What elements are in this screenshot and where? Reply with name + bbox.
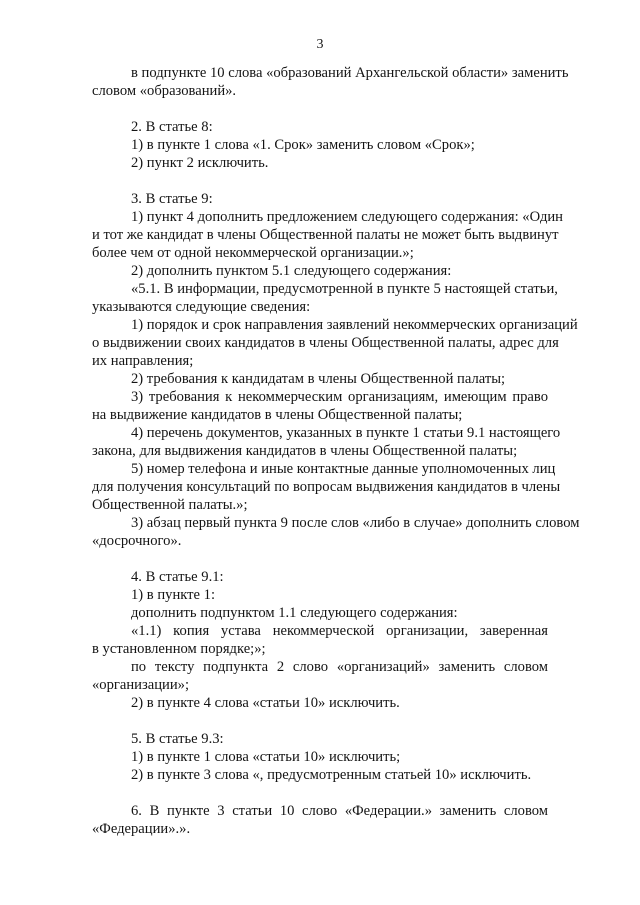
text-line: «досрочного». <box>92 533 182 549</box>
text-line: и тот же кандидат в члены Общественной палаты не может быть выдвинут <box>92 227 559 243</box>
text-line: 1) в пункте 1 слова «1. Срок» заменить словом «Срок»; <box>131 137 475 153</box>
text-line: более чем от одной некоммерческой организации.»; <box>92 245 414 261</box>
text-line: «1.1) копия устава некоммерческой организации, заверенная <box>131 623 548 639</box>
section-heading: 6. В пункте 3 статьи 10 слово «Федерации.» заменить словом <box>131 803 548 819</box>
text-line: «5.1. В информации, предусмотренной в пункте 5 настоящей статьи, <box>131 281 558 297</box>
text-line: указываются следующие сведения: <box>92 299 311 315</box>
text-line: 2) пункт 2 исключить. <box>131 155 269 171</box>
text-line: 1) в пункте 1: <box>131 587 216 603</box>
text-line: закона, для выдвижения кандидатов в члены Общественной палаты; <box>92 443 518 459</box>
text-line: на выдвижение кандидатов в члены Общественной палаты; <box>92 407 463 423</box>
text-line: 2) в пункте 4 слова «статьи 10» исключить. <box>131 695 400 711</box>
page-number: 3 <box>316 37 324 52</box>
section-heading: 2. В статье 8: <box>131 119 213 135</box>
text-line: словом «образований». <box>92 83 237 99</box>
text-line: 1) в пункте 1 слова «статьи 10» исключить; <box>131 749 401 765</box>
text-line: 2) в пункте 3 слова «, предусмотренным статьей 10» исключить. <box>131 767 532 783</box>
text-line: «организации»; <box>92 677 189 693</box>
text-line: 4) перечень документов, указанных в пункте 1 статьи 9.1 настоящего <box>131 425 561 441</box>
text-line: 1) порядок и срок направления заявлений некоммерческих организаций <box>131 317 578 333</box>
section-heading: 4. В статье 9.1: <box>131 569 224 585</box>
section-heading: 3. В статье 9: <box>131 191 213 207</box>
text-line: Общественной палаты.»; <box>92 497 248 513</box>
section-heading: 5. В статье 9.3: <box>131 731 224 747</box>
text-line: в подпункте 10 слова «образований Архангельской области» заменить <box>131 65 569 81</box>
text-line: для получения консультаций по вопросам выдвижения кандидатов в члены <box>92 479 561 495</box>
text-line: по тексту подпункта 2 слово «организаций» заменить словом <box>131 659 548 675</box>
text-line: 3) требования к некоммерческим организациям, имеющим право <box>131 389 548 405</box>
text-line: в установленном порядке;»; <box>92 641 266 657</box>
text-line: 3) абзац первый пункта 9 после слов «либо в случае» дополнить словом <box>131 515 580 531</box>
text-line: «Федерации».». <box>92 821 191 837</box>
text-line: 1) пункт 4 дополнить предложением следующего содержания: «Один <box>131 209 563 225</box>
text-line: 5) номер телефона и иные контактные данные уполномоченных лиц <box>131 461 556 477</box>
text-line: их направления; <box>92 353 194 369</box>
text-line: 2) требования к кандидатам в члены Общественной палаты; <box>131 371 506 387</box>
text-line: о выдвижении своих кандидатов в члены Общественной палаты, адрес для <box>92 335 559 351</box>
text-line: 2) дополнить пунктом 5.1 следующего содержания: <box>131 263 452 279</box>
text-line: дополнить подпунктом 1.1 следующего содержания: <box>131 605 458 621</box>
